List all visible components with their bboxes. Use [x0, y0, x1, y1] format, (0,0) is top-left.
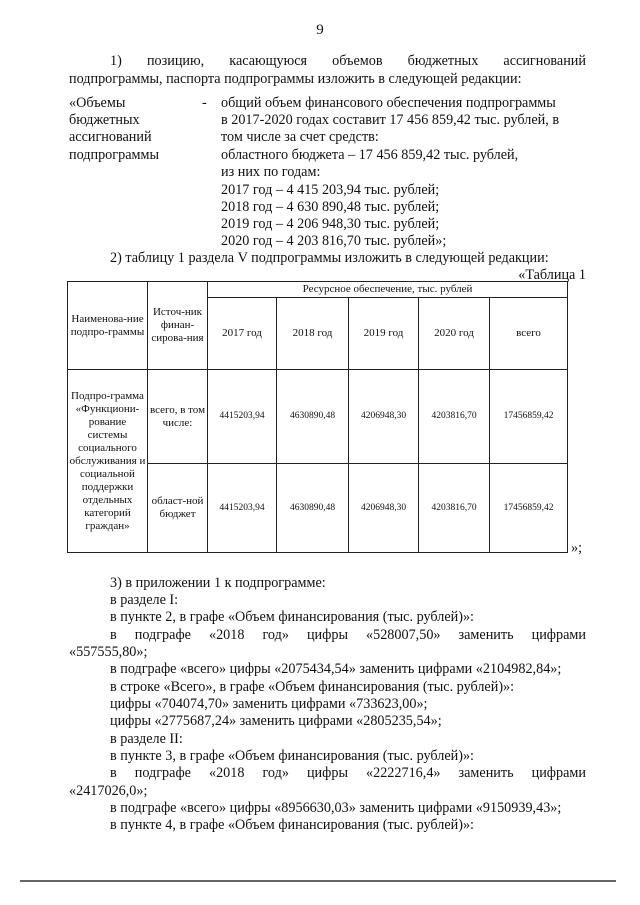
- header-source: Источ-ник финан-сирова-ния: [148, 282, 208, 370]
- item3-line-justified: в подграфе «2018 год» цифры «528007,50» заменить цифрами: [110, 627, 586, 643]
- value-cell: 4203816,70: [419, 370, 490, 464]
- passport-left-3: ассигнований: [69, 129, 152, 145]
- passport-right-9: 2020 год – 4 203 816,70 тыс. рублей»;: [221, 233, 447, 249]
- passport-right-6: 2017 год – 4 415 203,94 тыс. рублей;: [221, 182, 440, 198]
- passport-right-2: в 2017-2020 годах составит 17 456 859,42 тыс. рублей, в: [221, 112, 560, 128]
- item1-line2: подпрограммы, паспорта подпрограммы изложить в следующей редакции:: [69, 71, 522, 87]
- item3-line: в подграфе «всего» цифры «2075434,54» заменить цифрами «2104982,84»;: [110, 661, 562, 677]
- value-cell: 17456859,42: [490, 370, 568, 464]
- value-cell: 4630890,48: [277, 370, 349, 464]
- item3-line: в строке «Всего», в графе «Объем финансирования (тыс. рублей)»:: [110, 679, 515, 695]
- value-cell: 4206948,30: [349, 464, 419, 553]
- resource-table: [67, 281, 568, 553]
- table-row: [68, 370, 568, 464]
- header-year: 2017 год: [208, 298, 277, 370]
- item3-line: цифры «704074,70» заменить цифрами «733623,00»;: [110, 696, 428, 712]
- header-year: 2020 год: [419, 298, 490, 370]
- passport-right-4: областного бюджета – 17 456 859,42 тыс. рублей,: [221, 147, 519, 163]
- value-cell: 4206948,30: [349, 370, 419, 464]
- header-year: 2019 год: [349, 298, 419, 370]
- page-number: 9: [316, 22, 324, 38]
- item3-line: в пункте 2, в графе «Объем финансирования (тыс. рублей)»:: [110, 609, 474, 625]
- value-cell: 4203816,70: [419, 464, 490, 553]
- passport-right-5: из них по годам:: [221, 164, 321, 180]
- header-resource: Ресурсное обеспечение, тыс. рублей: [208, 282, 568, 298]
- scan-edge-line: [20, 880, 616, 882]
- value-cell: 4415203,94: [208, 464, 277, 553]
- header-year: 2018 год: [277, 298, 349, 370]
- item3-line: 3) в приложении 1 к подпрограмме:: [110, 575, 326, 591]
- source-cell: всего, в том числе:: [148, 370, 208, 464]
- passport-right-3: том числе за счет средств:: [221, 129, 379, 145]
- source-cell: област-ной бюджет: [148, 464, 208, 553]
- passport-left-1: «Объемы: [69, 95, 126, 111]
- item3-line: в пункте 4, в графе «Объем финансирования (тыс. рублей)»:: [110, 817, 474, 833]
- item2-line: 2) таблицу 1 раздела V подпрограммы изложить в следующей редакции:: [110, 250, 549, 266]
- program-name: Подпро-грамма «Функциони-рование системы социального обслуживания и социальной поддержки отдельных категорий граждан»: [68, 370, 148, 553]
- passport-right-8: 2019 год – 4 206 948,30 тыс. рублей;: [221, 216, 440, 232]
- passport-left-2: бюджетных: [69, 112, 140, 128]
- table-label: «Таблица 1: [518, 267, 586, 283]
- item3-line: в подграфе «всего» цифры «8956630,03» заменить цифрами «9150939,43»;: [110, 800, 562, 816]
- passport-dash: -: [202, 95, 207, 111]
- passport-right-1: общий объем финансового обеспечения подпрограммы: [221, 95, 556, 111]
- item3-line: цифры «2775687,24» заменить цифрами «2805235,54»;: [110, 713, 442, 729]
- value-cell: 4630890,48: [277, 464, 349, 553]
- passport-left-4: подпрограммы: [69, 147, 159, 163]
- header-name: Наименова-ние подпро-граммы: [68, 282, 148, 370]
- item3-line: в разделе I:: [110, 592, 179, 608]
- item3-line: в разделе II:: [110, 731, 183, 747]
- header-total: всего: [490, 298, 568, 370]
- item1-line1: 1) позицию, касающуюся объемов бюджетных ассигнований: [110, 53, 586, 69]
- value-cell: 17456859,42: [490, 464, 568, 553]
- item3-line: «557555,80»;: [69, 644, 148, 660]
- value-cell: 4415203,94: [208, 370, 277, 464]
- item3-line: «2417026,0»;: [69, 783, 148, 799]
- table-closing: »;: [571, 540, 583, 556]
- item3-line-justified: в подграфе «2018 год» цифры «2222716,4» заменить цифрами: [110, 765, 586, 781]
- item3-line: в пункте 3, в графе «Объем финансирования (тыс. рублей)»:: [110, 748, 474, 764]
- passport-right-7: 2018 год – 4 630 890,48 тыс. рублей;: [221, 199, 440, 215]
